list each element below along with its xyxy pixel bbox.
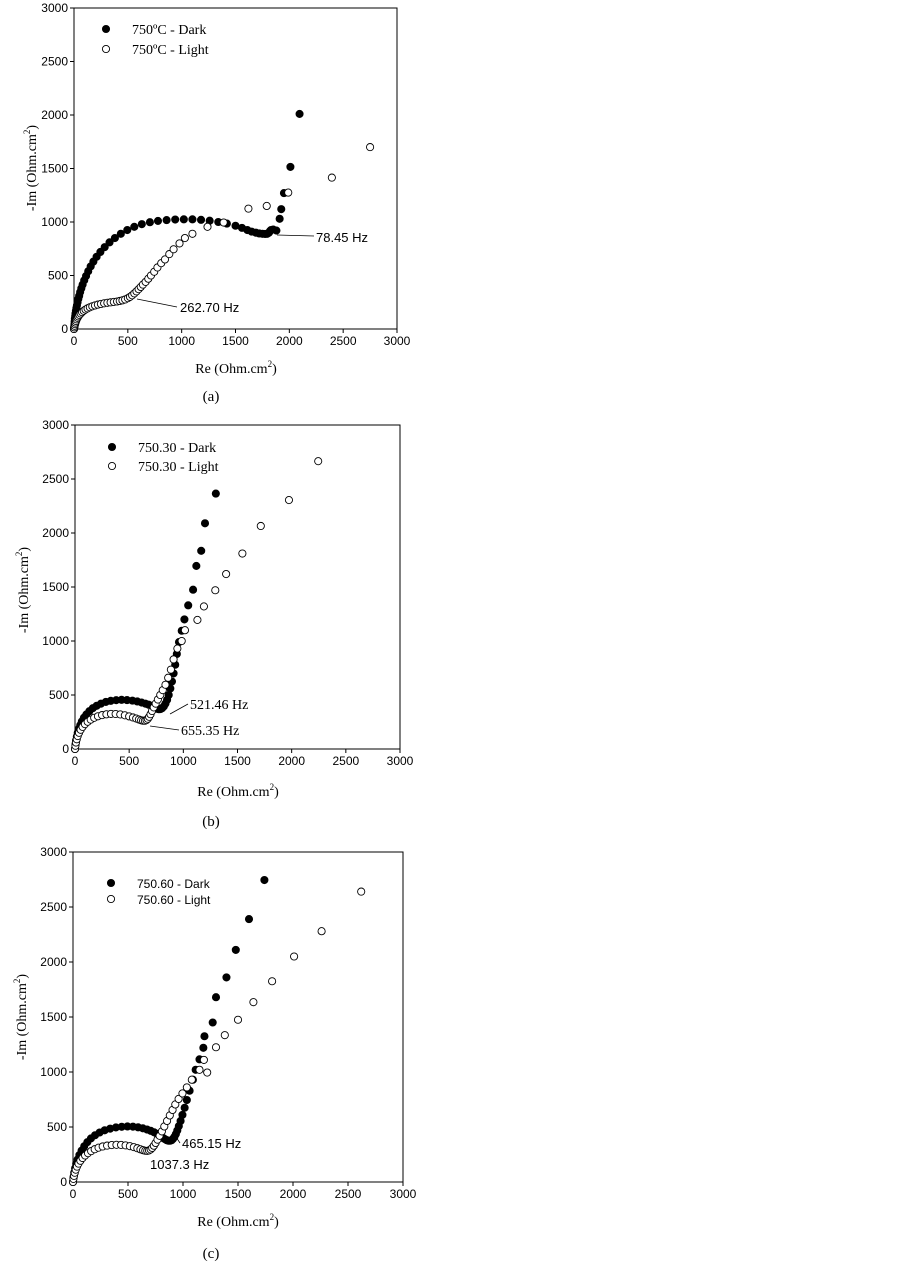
data-point (200, 1044, 207, 1051)
chart-b-svg (0, 418, 902, 838)
y-tick-label: 0 (60, 1175, 67, 1189)
data-point (201, 520, 208, 527)
data-point (178, 637, 185, 644)
data-point (273, 227, 280, 234)
x-tick-label: 1000 (168, 334, 196, 348)
data-point (212, 587, 219, 594)
data-point (315, 458, 322, 465)
legend-marker (107, 879, 114, 886)
data-point (185, 602, 192, 609)
x-tick-label: 1000 (169, 754, 197, 768)
x-tick-label: 500 (117, 1187, 139, 1201)
x-tick-label: 1500 (224, 754, 251, 768)
data-point (234, 1016, 241, 1023)
data-point (201, 1033, 208, 1040)
data-point (257, 522, 264, 529)
y-tick-label: 3000 (41, 1, 68, 15)
x-tick-label: 500 (117, 334, 138, 348)
data-point (250, 999, 257, 1006)
chart-panel-a (0, 0, 902, 418)
chart-c-ylabel: -Im $(Ohm.cm^2)$ (12, 973, 30, 1061)
data-point (138, 221, 145, 228)
data-point (212, 490, 219, 497)
annotation-label: 262.70 Hz (180, 300, 240, 315)
data-point (165, 674, 172, 681)
data-point (223, 974, 230, 981)
data-point (170, 246, 177, 253)
data-point (220, 219, 227, 226)
data-point (212, 1044, 219, 1051)
data-point (189, 586, 196, 593)
data-point (239, 550, 246, 557)
data-point (165, 691, 172, 698)
data-point (276, 215, 283, 222)
data-point (328, 174, 335, 181)
x-tick-label: 2500 (334, 1187, 362, 1201)
data-point (162, 681, 169, 688)
x-tick-label: 1500 (224, 1187, 252, 1201)
data-point (181, 627, 188, 634)
data-point (163, 216, 170, 223)
y-tick-label: 1500 (41, 161, 68, 176)
data-point (180, 216, 187, 223)
data-point (183, 1096, 190, 1103)
x-tick-label: 0 (69, 1187, 77, 1201)
y-tick-label: 500 (47, 268, 68, 283)
data-point (154, 217, 161, 224)
y-tick-label: 1500 (42, 580, 69, 594)
y-tick-label: 1000 (40, 1065, 67, 1079)
data-point (194, 616, 201, 623)
data-point (131, 223, 138, 230)
data-point (263, 202, 270, 209)
y-tick-label: 1000 (41, 215, 68, 229)
x-tick-label: 2000 (278, 754, 306, 768)
data-point (245, 916, 252, 923)
data-point (198, 547, 205, 554)
y-tick-label: 0 (62, 742, 69, 756)
chart-c-svg (0, 845, 902, 1265)
chart-a-ylabel: -Im $(Ohm.cm^2)$ (22, 124, 40, 212)
y-tick-label: 3000 (40, 845, 67, 859)
chart-c-caption: (c) (202, 1246, 220, 1262)
data-point (285, 496, 292, 503)
data-point (189, 216, 196, 223)
data-point (285, 189, 292, 196)
y-tick-label: 3000 (42, 418, 69, 432)
chart-panel-b (0, 418, 902, 838)
x-tick-label: 2500 (332, 754, 360, 768)
data-point (167, 666, 174, 673)
data-point (170, 656, 177, 663)
data-point (183, 1084, 190, 1091)
data-point (223, 570, 230, 577)
chart-b-caption: (b) (202, 814, 220, 830)
legend-label: 750.60 - Dark (137, 877, 210, 891)
data-point (221, 1032, 228, 1039)
x-tick-label: 2000 (279, 1187, 307, 1201)
y-tick-label: 2500 (41, 54, 68, 69)
chart-b-legend (108, 441, 218, 475)
annotation-leader (277, 235, 314, 236)
data-point (179, 1111, 186, 1118)
data-point (296, 110, 303, 117)
data-point (269, 978, 276, 985)
legend-marker (107, 895, 114, 902)
annotation-leader (137, 299, 177, 307)
chart-a-xlabel: Re $(Ohm.cm^2)$ (195, 359, 277, 377)
data-point (124, 226, 131, 233)
legend-marker (108, 443, 115, 450)
legend-marker (102, 25, 109, 32)
data-point (232, 946, 239, 953)
chart-a-legend (102, 23, 208, 58)
data-point (146, 219, 153, 226)
data-point (181, 1104, 188, 1111)
data-point (318, 928, 325, 935)
legend-label: 750ºC - Light (132, 43, 209, 58)
data-point (287, 163, 294, 170)
data-point (366, 144, 373, 151)
data-point (117, 230, 124, 237)
legend-label: 750.30 - Light (138, 460, 219, 475)
legend-label: 750.30 - Dark (138, 441, 217, 456)
annotation-label: 1037.3 Hz (150, 1157, 210, 1172)
annotation-leader (170, 704, 188, 714)
data-point (278, 206, 285, 213)
data-point (172, 216, 179, 223)
chart-b-xlabel: Re $(Ohm.cm^2)$ (197, 782, 279, 800)
data-point (189, 230, 196, 237)
annotation-leader (150, 726, 179, 730)
y-tick-label: 2500 (42, 472, 69, 486)
y-tick-label: 2000 (42, 526, 69, 540)
chart-a-svg (0, 0, 902, 418)
chart-c-legend (107, 877, 211, 907)
legend-label: 750.60 - Light (137, 893, 211, 907)
legend-marker (102, 45, 109, 52)
data-point (188, 1076, 195, 1083)
data-point (261, 876, 268, 883)
annotation-label: 655.35 Hz (181, 724, 240, 739)
y-tick-label: 2000 (40, 955, 67, 969)
chart-a-annotations (137, 230, 368, 315)
data-point (200, 603, 207, 610)
y-tick-label: 0 (61, 322, 68, 336)
data-point (193, 562, 200, 569)
data-point (204, 223, 211, 230)
data-point (200, 1056, 207, 1063)
y-tick-label: 2500 (40, 900, 67, 914)
annotation-label: 78.45 Hz (316, 230, 369, 245)
data-point (196, 1066, 203, 1073)
data-point (291, 953, 298, 960)
x-tick-label: 1500 (222, 334, 249, 348)
y-tick-label: 1000 (42, 634, 69, 648)
annotation-label: 465.15 Hz (182, 1136, 242, 1151)
legend-marker (108, 462, 115, 469)
chart-a-frame (74, 8, 397, 329)
data-point (209, 1019, 216, 1026)
chart-a-ticks (41, 1, 410, 348)
x-tick-label: 2000 (275, 334, 303, 348)
data-point (197, 216, 204, 223)
data-point (181, 616, 188, 623)
plot-frame (74, 8, 397, 329)
x-tick-label: 3000 (383, 334, 411, 348)
chart-c-xlabel: Re $(Ohm.cm^2)$ (197, 1212, 279, 1230)
data-point (358, 888, 365, 895)
y-tick-label: 500 (48, 688, 69, 702)
chart-a-caption: (a) (202, 389, 220, 405)
y-tick-label: 1500 (40, 1010, 67, 1024)
x-tick-label: 3000 (386, 754, 414, 768)
data-point (174, 645, 181, 652)
annotation-label: 521.46 Hz (190, 698, 249, 713)
chart-panel-c (0, 845, 902, 1265)
data-point (181, 234, 188, 241)
x-tick-label: 0 (71, 754, 79, 768)
data-point (245, 205, 252, 212)
x-tick-label: 500 (119, 754, 140, 768)
y-tick-label: 500 (46, 1120, 67, 1134)
x-tick-label: 1000 (169, 1187, 197, 1201)
legend-label: 750ºC - Dark (132, 23, 207, 38)
chart-b-ylabel: -Im $(Ohm.cm^2)$ (14, 546, 32, 634)
y-tick-label: 2000 (41, 108, 68, 122)
x-tick-label: 2500 (329, 334, 357, 348)
x-tick-label: 3000 (389, 1187, 417, 1201)
x-tick-label: 0 (70, 334, 78, 348)
data-point (212, 994, 219, 1001)
data-point (204, 1069, 211, 1076)
